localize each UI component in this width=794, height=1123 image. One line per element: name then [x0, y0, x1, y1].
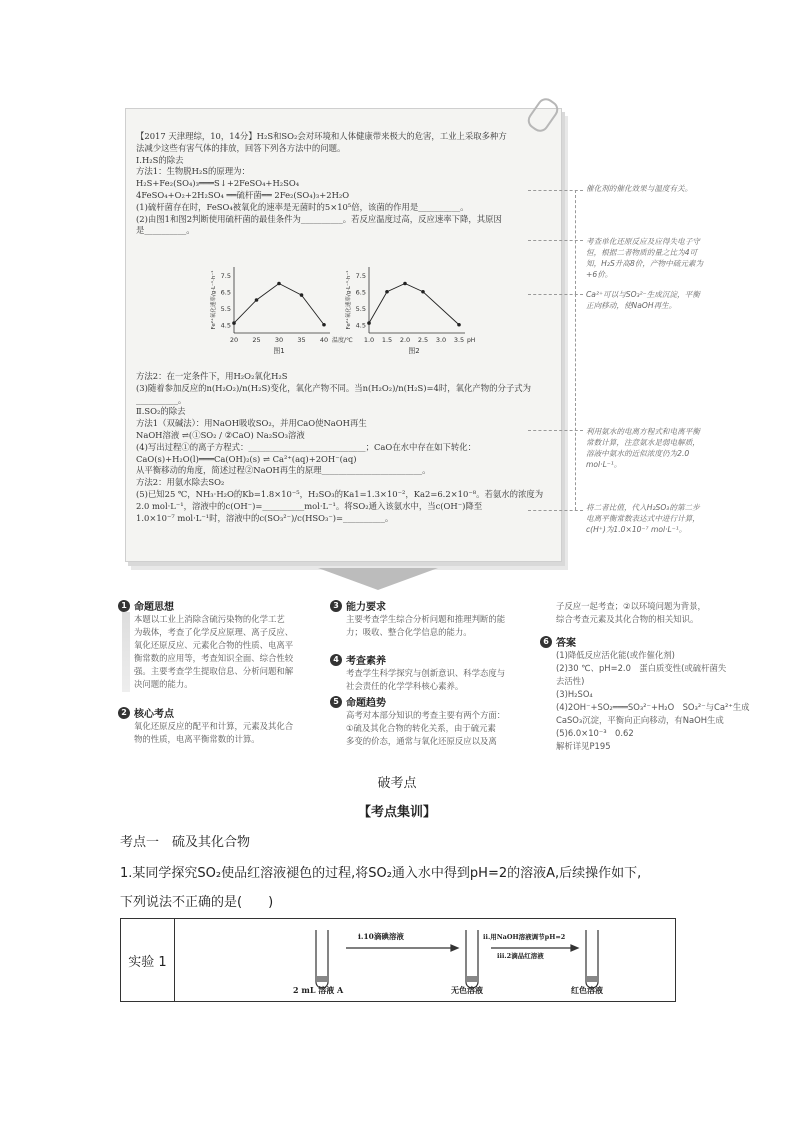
section-title: 命题趋势 — [346, 698, 386, 709]
x-tick-label: 40 — [319, 336, 329, 344]
x-axis-label: 温度/℃ — [332, 337, 353, 344]
question-line: 2.0 mol·L⁻¹，溶液中的c(OH⁻)=__________mol·L⁻¹。将SO₂通入该氨水中，当c(OH⁻)降至 — [136, 500, 483, 511]
y-tick-label: 7.5 — [355, 271, 366, 280]
series-line — [234, 284, 324, 325]
break-title: 破考点 — [377, 776, 417, 791]
data-point — [322, 323, 326, 327]
data-point — [232, 321, 236, 325]
x-axis-label: pH — [467, 337, 476, 344]
figure-1-chart — [206, 259, 353, 359]
x-tick-label: 35 — [297, 336, 306, 344]
section-trend — [330, 694, 540, 748]
x-tick-label: 3.5 — [453, 336, 465, 344]
side-note-5: 将二者比值，代入H₂SO₃的第二步电离平衡常数表达式中进行计算，c(H⁺)为1.0×10⁻⁷ mol·L⁻¹。 — [586, 503, 700, 534]
y-tick-label: 4.5 — [220, 321, 231, 330]
question-line: (1)硫杆菌存在时，FeSO₄被氧化的速率是无菌时的5×10⁵倍，该菌的作用是__________。 — [136, 201, 469, 212]
y-tick-label: 6.5 — [220, 288, 231, 297]
series-line — [369, 284, 459, 325]
step-1-label: ⅰ.10滴碘溶液 — [358, 932, 404, 941]
number-badge: 4 — [330, 654, 342, 666]
number-badge: 3 — [330, 600, 342, 612]
figure-caption: 图1 — [273, 347, 285, 355]
question-line: (4)写出过程①的离子方程式：____________________________；CaO在水中存在如下转化： — [136, 441, 477, 452]
section-text-line: 综合考查元素及其化合物的相关知识。 — [556, 614, 699, 624]
question-line: 【2017 天津理综，10，14分】H₂S和SO₂会对环境和人体健康带来极大的危害，工业上采取多种方 — [136, 131, 507, 141]
section-text-line: (3)H₂SO₄ — [556, 689, 593, 699]
section-text-line: 高考对本部分知识的考查主要有两个方面： — [346, 710, 506, 720]
number-badge: 1 — [118, 600, 130, 612]
y-tick-label: 4.5 — [355, 321, 366, 330]
experiment-table — [120, 918, 676, 1002]
connector-line — [575, 294, 576, 510]
collect-title: 【考点集训】 — [357, 805, 436, 820]
data-point — [367, 321, 371, 325]
tube-1-label: 2 mL 溶液 A — [293, 985, 344, 995]
section-text-line: 主要考查学生综合分析问题和推理判断的能 — [346, 614, 506, 624]
data-point — [457, 323, 461, 327]
data-point — [403, 282, 407, 286]
y-axis-label: Fe²⁺氧化速率/g·L⁻¹·h⁻¹ — [211, 270, 217, 330]
question-line: __________。 — [136, 394, 187, 405]
down-arrow-icon — [318, 568, 438, 590]
question-line: 从平衡移动的角度，简述过程②NaOH再生的原理________________________。 — [136, 465, 431, 476]
section-text-line: 决问题的能力。 — [134, 679, 193, 689]
y-tick-label: 6.5 — [355, 288, 366, 297]
question-line: 方法1：生物脱H₂S的原理为： — [136, 166, 250, 177]
section-text-line: 考查学生科学探究与创新意识、科学态度与 — [346, 668, 506, 678]
question-line: 4FeSO₄+O₂+2H₂SO₄ ══硫杆菌══ 2Fe₂(SO₄)₃+2H₂O — [136, 190, 350, 200]
section-title: 考查素养 — [346, 656, 386, 667]
data-point — [300, 293, 304, 297]
section-text-line: 衡常数的应用等，考查知识全面、综合性较 — [134, 653, 294, 663]
x-tick-label: 25 — [252, 336, 261, 344]
question-line: H₂S+Fe₂(SO₄)₃═══S↓+2FeSO₄+H₂SO₄ — [136, 178, 300, 189]
section-text-line: 物的性质，电离平衡常数的计算。 — [134, 734, 260, 744]
section-text-line: 去活性) — [556, 676, 585, 686]
x-tick-label: 3.0 — [435, 336, 447, 344]
step-3-label: ⅲ.2滴品红溶液 — [497, 952, 544, 960]
side-note-1: 催化剂的催化效果与温度有关。 — [586, 184, 693, 193]
section-ability — [330, 598, 540, 639]
section-title: 能力要求 — [346, 602, 386, 613]
section-text-line: 多变的价态，通常与氧化还原反应以及离 — [346, 736, 497, 746]
section-text-line: (4)2OH⁻+SO₂═══SO₃²⁻+H₂O SO₃²⁻与Ca²⁺生成 — [556, 702, 750, 712]
tube-3-label: 红色溶液 — [571, 985, 603, 995]
number-badge: 2 — [118, 707, 130, 719]
section-text-line: 解析详见P195 — [556, 741, 611, 751]
tube-2-label: 无色溶液 — [451, 985, 483, 995]
question-line: 方法2：在一定条件下，用H₂O₂氧化H₂S — [136, 371, 288, 381]
section-answer — [540, 634, 755, 753]
section-text-line: (5)6.0×10⁻³ 0.62 — [556, 728, 634, 738]
connector-line — [528, 510, 583, 511]
section-text-line: 本题以工业上消除含硫污染物的化学工艺 — [134, 614, 285, 624]
question-line: 1.0×10⁻⁷ mol·L⁻¹时，溶液中的c(SO₃²⁻)/c(HSO₃⁻)=__________。 — [136, 512, 394, 523]
side-note-4: 利用氨水的电离方程式和电离平衡常数计算，注意氨水是弱电解质，溶液中氨水的近似浓度仍为2.0 mol·L⁻¹。 — [586, 427, 700, 469]
y-tick-label: 7.5 — [220, 271, 231, 280]
question-line: 方法2：用氨水除去SO₂ — [136, 477, 225, 488]
y-tick-label: 5.5 — [355, 304, 366, 313]
y-tick-label: 5.5 — [220, 304, 231, 313]
step-2-label: ⅱ.用NaOH溶液调节pH=2 — [483, 933, 566, 941]
side-note-2: 考查单化还原反应及应得失电子守恒，根据二者物质的量之比为4可知，H₂S升高8价，产物中硫元素为+6价。 — [586, 237, 704, 279]
experiment-label: 实验 1 — [121, 919, 175, 1002]
x-tick-label: 1.0 — [363, 336, 375, 344]
section-text-line: 为载体，考查了化学反应原理、离子反应、 — [134, 627, 294, 637]
number-badge: 5 — [330, 696, 342, 708]
experiment-diagram — [175, 919, 676, 1002]
section-title: 核心考点 — [134, 709, 174, 720]
side-note-3: Ca²⁺可以与SO₃²⁻生成沉淀，平衡正向移动，使NaOH再生。 — [586, 290, 700, 310]
section-text-line: (1)降低反应活化能(或作催化剂) — [556, 650, 675, 660]
question-line: (5)已知25 ℃，NH₃·H₂O的Kb=1.8×10⁻⁵，H₂SO₃的Ka1=1.3×10⁻²，Ka2=6.2×10⁻⁸。若氨水的浓度为 — [136, 489, 544, 499]
question-line: 方法1（双碱法）：用NaOH吸收SO₂，并用CaO使NaOH再生 — [136, 418, 367, 429]
x-tick-label: 20 — [229, 336, 239, 344]
section-core-points — [118, 705, 323, 746]
y-axis-label: Fe²⁺氧化速率/g·L⁻¹·h⁻¹ — [346, 270, 352, 330]
question-1-text: 1.某同学探究SO₂使品红溶液褪色的过程,将SO₂通入水中得到pH=2的溶液A,后续操作如下, — [120, 866, 642, 881]
section-text-line: 氧化还原反应的配平和计算，元素及其化合 — [134, 721, 294, 731]
data-point — [277, 282, 281, 286]
section-trend-continued — [540, 600, 750, 626]
section-text-line: ①硫及其化合物的转化关系，由于硫元素 — [346, 723, 496, 733]
question-line: 是__________。 — [136, 225, 195, 236]
question-line: CaO(s)+H₂O(l)═══Ca(OH)₂(s) ⇌ Ca²⁺(aq)+2OH⁻(aq) — [136, 453, 357, 464]
section-text-line: 强。主要考查学生提取信息、分析问题和解 — [134, 666, 294, 676]
x-tick-label: 1.5 — [381, 336, 393, 344]
x-tick-label: 30 — [274, 336, 284, 344]
kaodian-heading: 考点一 硫及其化合物 — [120, 835, 251, 850]
connector-line — [575, 190, 576, 294]
question-1-text-2: 下列说法不正确的是( ) — [120, 895, 274, 910]
figure-caption: 图2 — [408, 347, 420, 355]
section-text-line: 力；吸收、整合化学信息的能力。 — [346, 627, 472, 637]
question-line: Ⅱ.SO₂的除去 — [136, 406, 186, 417]
data-point — [385, 290, 389, 294]
question-line: 法减少这些有害气体的排放，回答下列各方法中的问题。 — [136, 142, 346, 153]
question-line: (2)由图1和图2判断使用硫杆菌的最佳条件为__________。若反应温度过高，反应速率下降，其原因 — [136, 213, 502, 224]
exam-paper-card — [125, 108, 562, 562]
section-literacy — [330, 652, 540, 693]
section-title: 命题思想 — [134, 602, 174, 613]
question-line: NaOH溶液 ⇌(①SO₂ / ②CaO) Na₂SO₃溶液 — [136, 430, 305, 440]
number-badge: 6 — [540, 636, 552, 648]
section-title: 答案 — [556, 638, 576, 649]
x-tick-label: 2.0 — [399, 336, 411, 344]
section-text-line: (2)30 ℃、pH=2.0 蛋白质变性(或硫杆菌失 — [556, 663, 727, 673]
x-tick-label: 2.5 — [417, 336, 429, 344]
section-text-line: 子反应一起考查；②以环境问题为背景， — [556, 601, 706, 611]
figure-2-chart — [341, 259, 476, 359]
section-text-line: 氧化还原反应、元素化合物的性质、电离平 — [134, 640, 294, 650]
section-proposition — [118, 598, 323, 691]
section-text-line: 社会责任的化学学科核心素养。 — [346, 681, 464, 691]
section-text-line: CaSO₃沉淀，平衡向正向移动，有NaOH生成 — [556, 715, 724, 725]
question-line: (3)随着参加反应的n(H₂O₂)/n(H₂S)变化，氧化产物不同。当n(H₂O₂)/n(H₂S)=4时，氧化产物的分子式为 — [136, 382, 532, 393]
question-line: Ⅰ.H₂S的除去 — [136, 154, 184, 165]
data-point — [255, 298, 259, 302]
data-point — [421, 290, 425, 294]
